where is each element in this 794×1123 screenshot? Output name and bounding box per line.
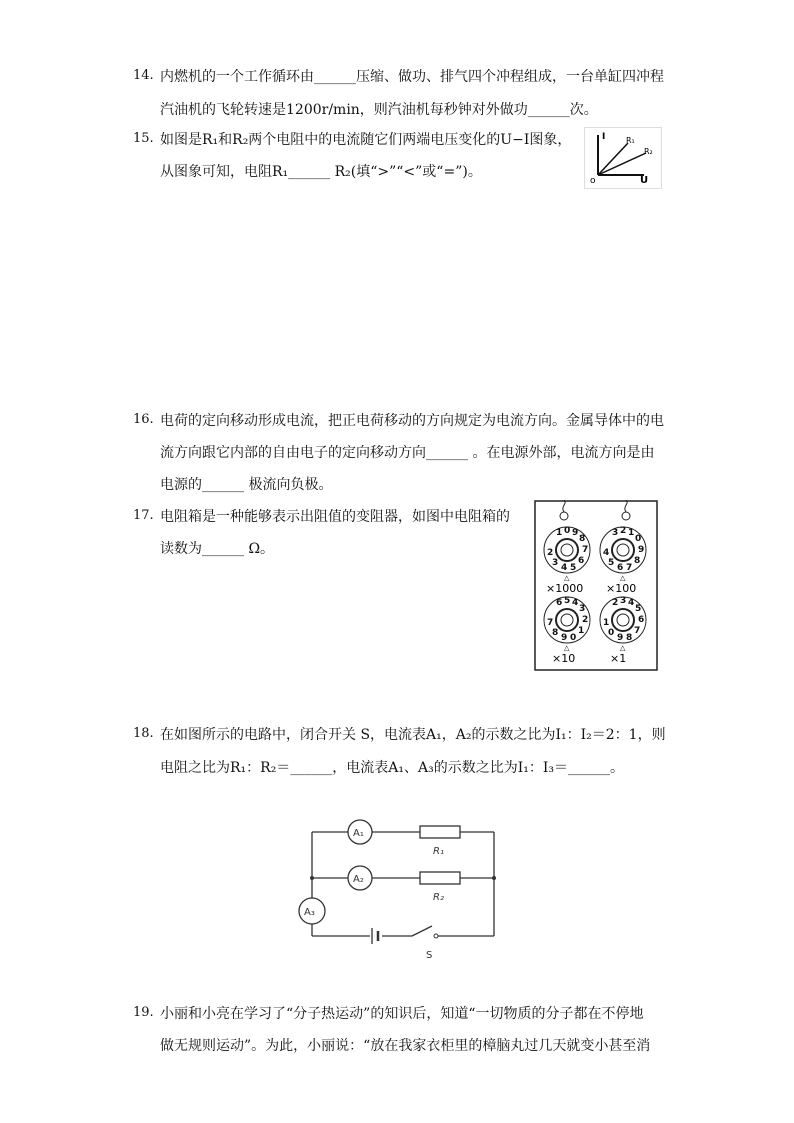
- question-text-line: 电阻之比为R₁：R₂＝______，电流表A₁、A₃的示数之比为I₁：I₃＝______。: [160, 760, 625, 776]
- svg-text:3: 3: [612, 528, 619, 538]
- svg-text:8: 8: [626, 633, 633, 643]
- svg-text:5: 5: [608, 558, 615, 568]
- svg-text:1: 1: [628, 528, 635, 538]
- svg-text:6: 6: [556, 598, 563, 608]
- svg-text:6: 6: [578, 556, 585, 566]
- question-number: 16.: [133, 412, 154, 427]
- ammeter-a1-label: A₁: [353, 828, 364, 839]
- svg-text:2: 2: [612, 598, 619, 608]
- resistor-r1-label: R₁: [433, 846, 444, 857]
- question-number: 18.: [133, 726, 154, 741]
- question-number: 15.: [133, 131, 154, 146]
- svg-text:9: 9: [617, 633, 624, 643]
- question-text-line: 电阻箱是一种能够表示出阻值的变阻器，如图中电阻箱的: [160, 509, 510, 525]
- origin-label: o: [590, 176, 596, 186]
- svg-text:7: 7: [626, 563, 633, 573]
- question-text-line: 做无规则运动”。为此，小丽说：“放在我家衣柜里的樟脑丸过几天就变小甚至消: [160, 1038, 651, 1054]
- dial-label: ×100: [606, 582, 637, 595]
- resistance-box-figure: [534, 500, 658, 672]
- dial-label: ×1000: [546, 582, 584, 595]
- r2-label: R₂: [644, 147, 653, 156]
- ammeter-a2-label: A₂: [353, 874, 364, 885]
- question-number: 14.: [133, 68, 154, 83]
- svg-text:1: 1: [578, 626, 585, 636]
- svg-text:0: 0: [608, 628, 615, 638]
- svg-text:7: 7: [582, 545, 589, 555]
- ammeter-a3-label: A₃: [304, 907, 315, 918]
- svg-text:2: 2: [620, 526, 627, 536]
- svg-text:9: 9: [561, 633, 568, 643]
- svg-text:0: 0: [570, 633, 577, 643]
- svg-text:1: 1: [603, 618, 610, 628]
- svg-text:1: 1: [556, 528, 563, 538]
- question-text-line: 小丽和小亮在学习了“分子热运动”的知识后，知道“一切物质的分子都在不停地: [160, 1006, 644, 1022]
- dial-label: ×1: [610, 652, 627, 665]
- svg-text:9: 9: [572, 528, 579, 538]
- question-text-line: 电源的______ 极流向负极。: [160, 477, 333, 493]
- question-number: 17.: [133, 508, 154, 523]
- y-axis-label: I: [602, 132, 606, 142]
- dial-label: ×10: [552, 652, 576, 665]
- svg-text:4: 4: [572, 598, 579, 608]
- dial-marker: △: [564, 574, 570, 582]
- question-text-line: 在如图所示的电路中，闭合开关 S，电流表A₁，A₂的示数之比为I₁：I₂＝2：1，则: [160, 727, 666, 743]
- circuit-figure: [296, 814, 506, 964]
- svg-text:0: 0: [635, 534, 642, 544]
- svg-text:7: 7: [634, 626, 641, 636]
- svg-text:5: 5: [570, 563, 577, 573]
- svg-text:3: 3: [620, 596, 627, 606]
- svg-text:4: 4: [628, 598, 635, 608]
- question-text-line: 内燃机的一个工作循环由______压缩、做功、排气四个冲程组成，一台单缸四冲程: [160, 69, 664, 85]
- svg-text:8: 8: [634, 556, 641, 566]
- question-number: 19.: [133, 1005, 154, 1020]
- svg-text:4: 4: [603, 548, 610, 558]
- svg-text:4: 4: [561, 563, 568, 573]
- ui-graph-figure: [584, 127, 662, 189]
- r1-label: R₁: [626, 136, 635, 145]
- svg-text:3: 3: [579, 604, 586, 614]
- dial-marker: △: [620, 574, 626, 582]
- resistor-r2-label: R₂: [433, 892, 444, 903]
- question-text-line: 电荷的定向移动形成电流，把正电荷移动的方向规定为电流方向。金属导体中的电: [160, 413, 664, 429]
- svg-text:6: 6: [617, 563, 624, 573]
- x-axis-label: U: [640, 175, 649, 186]
- svg-text:5: 5: [564, 596, 571, 606]
- svg-text:7: 7: [547, 618, 554, 628]
- question-text-line: 流方向跟它内部的自由电子的定向移动方向______ 。在电源外部，电流方向是由: [160, 445, 655, 461]
- svg-text:6: 6: [638, 615, 645, 625]
- question-text-line: 如图是R₁和R₂两个电阻中的电流随它们两端电压变化的U−I图象，: [160, 132, 572, 148]
- svg-text:9: 9: [638, 545, 645, 555]
- svg-text:8: 8: [552, 628, 559, 638]
- switch-label: S: [426, 950, 433, 961]
- dial-marker: △: [620, 644, 626, 652]
- question-text-line: 汽油机的飞轮转速是1200r/min，则汽油机每秒钟对外做功______次。: [160, 102, 598, 118]
- svg-text:2: 2: [582, 615, 589, 625]
- svg-text:5: 5: [635, 604, 642, 614]
- svg-text:3: 3: [552, 558, 559, 568]
- dial-thousands: [544, 526, 590, 595]
- svg-text:2: 2: [547, 548, 554, 558]
- svg-text:0: 0: [564, 526, 571, 536]
- question-text-line: 从图象可知，电阻R₁______ R₂(填“>”“<”或“=”)。: [160, 164, 482, 180]
- question-text-line: 读数为______ Ω。: [160, 541, 275, 557]
- dial-marker: △: [564, 644, 570, 652]
- svg-text:8: 8: [579, 534, 586, 544]
